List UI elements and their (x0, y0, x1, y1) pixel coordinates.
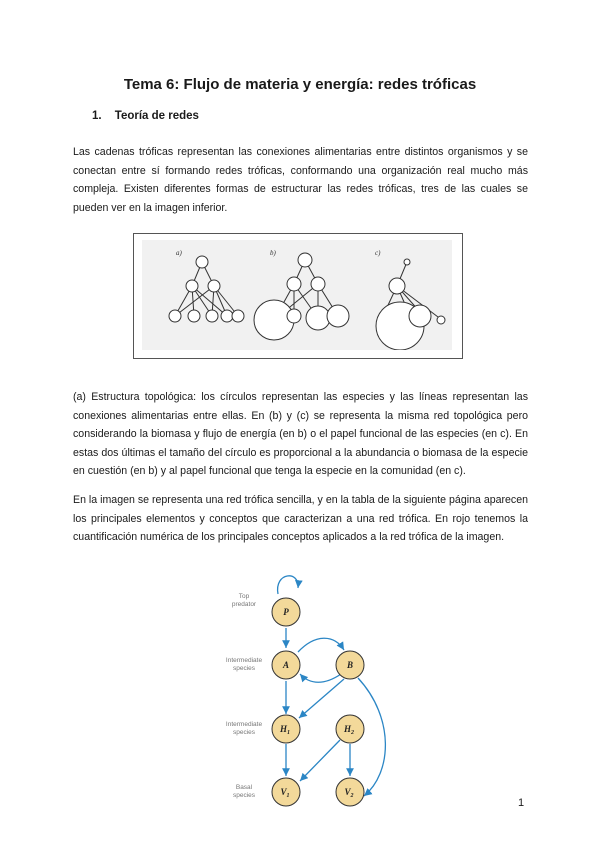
node-v1-label: $V_1$ (280, 787, 290, 799)
panel-b-mid-node (311, 277, 325, 291)
panel-a-top-node (196, 256, 208, 268)
panel-c-basal-node (437, 316, 445, 324)
panel-c-top-node (404, 259, 410, 265)
arrow-p-self-loop (278, 576, 299, 594)
panel-b-top-node (298, 253, 312, 267)
paragraph-intro: Las cadenas tróficas representan las conexiones alimentarias entre distintos organismos y se conectan entre sí formando redes tróficas, conformando una organización real mucho más compleja. Existen diferentes formas de estructurar las redes tróficas, tres de las cuales se pueden ver en la imagen inferior. (73, 146, 528, 214)
figure-panel (142, 240, 452, 350)
panel-c-mid-node (389, 278, 405, 294)
page-number: 1 (518, 797, 525, 809)
arrow-b-to-v2-curve (358, 678, 385, 796)
paragraph-food-web: En la imagen se representa una red trófica sencilla, y en la tabla de la siguiente página aparecen los principales elementos y conceptos que caracterizan a una red trófica. En rojo tenemos la cuantificación numérica de los principales conceptos aplicados a la red trófica de la imagen. (73, 494, 528, 543)
panel-b-label: b) (270, 249, 276, 257)
panel-a-basal-node (232, 310, 244, 322)
food-web-diagram (220, 568, 400, 818)
level-label-top-line2: predator (231, 601, 257, 608)
arrow-a-to-b (298, 638, 344, 652)
network-structure-figure (133, 233, 463, 359)
level-label-basal-line2: species (232, 792, 256, 799)
panel-b-basal-node (306, 306, 330, 330)
arrow-h2-to-v1 (300, 740, 340, 781)
panel-a-basal-node (188, 310, 200, 322)
panel-a-edges (175, 262, 238, 316)
node-h2-label: $H_2$ (343, 724, 355, 736)
level-label-intermediate2-line2: species (232, 729, 256, 736)
panel-b-basal-node (287, 309, 301, 323)
network-structure-diagram (142, 240, 452, 350)
section-label: Teoría de redes (114, 110, 199, 122)
panel-c-basal-node (409, 305, 431, 327)
panel-b-basal-node (327, 305, 349, 327)
arrow-b-to-h1 (299, 679, 344, 718)
node-p-label: P (283, 607, 289, 617)
node-a-label: A (282, 660, 290, 670)
panel-a-basal-node (169, 310, 181, 322)
paragraph-figure-caption: (a) Estructura topológica: los círculos representan las especies y las líneas representan las conexiones alimentarias entre ellas. En (b) y (c) se representa la misma red topológica pero considerando la biomasa y flujo de energía (en b) o el papel funcional de las especies (en c). En estas dos últimas el tamaño del círculo es proporcional a la abundancia o biomasa de la especie en cuestión (en b) y al papel funcional que tenga la especie en la comunidad (en c). (73, 391, 528, 477)
panel-a-basal-node (206, 310, 218, 322)
panel-b-mid-node (287, 277, 301, 291)
panel-a-label: a) (176, 249, 182, 257)
node-h1-label: $H_1$ (279, 724, 291, 736)
node-v2-label: $V_2$ (344, 787, 354, 799)
food-web-figure (220, 568, 400, 818)
level-label-top-line1: Top (238, 593, 250, 600)
panel-a-basal-node (221, 310, 233, 322)
node-b-label: B (346, 660, 354, 670)
level-label-basal-line1: Basal (235, 784, 253, 791)
panel-a-mid-node (186, 280, 198, 292)
panel-c-label: c) (375, 249, 381, 257)
panel-a-mid-node (208, 280, 220, 292)
arrow-b-to-a (300, 674, 341, 682)
page-title: Tema 6: Flujo de materia y energía: redes tróficas (123, 76, 477, 93)
section-number: 1. (92, 110, 102, 122)
level-label-intermediate1-line1: Intermediate (225, 657, 263, 664)
level-label-intermediate2-line1: Intermediate (225, 721, 263, 728)
level-label-intermediate1-line2: species (232, 665, 256, 672)
section-heading (92, 110, 199, 122)
